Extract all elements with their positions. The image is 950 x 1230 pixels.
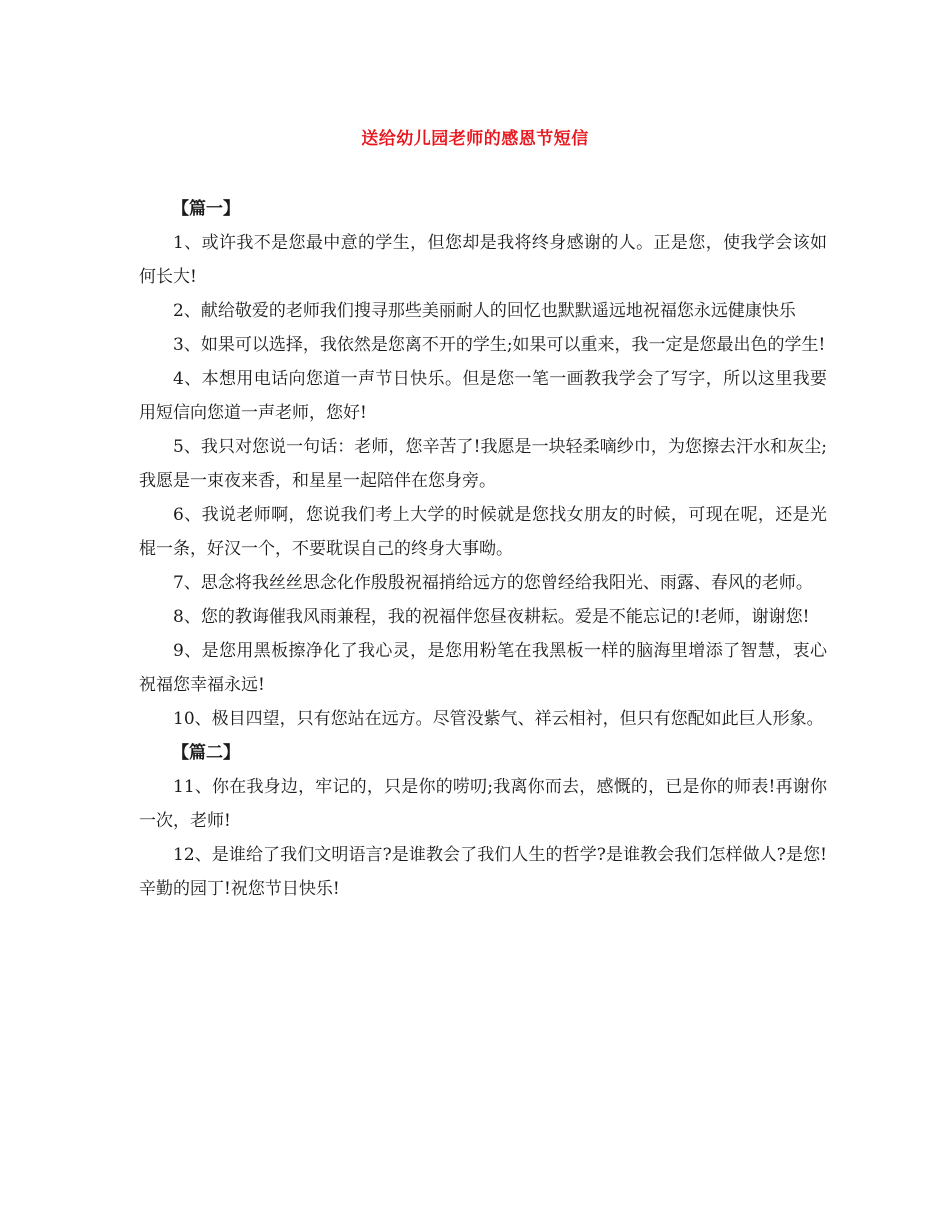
message-paragraph: 2、献给敬爱的老师我们搜寻那些美丽耐人的回忆也默默遥远地祝福您永远健康快乐 [173,301,796,321]
document-title: 送给幼儿园老师的感恩节短信 [361,129,589,149]
message-paragraph: 12、是谁给了我们文明语言?是谁教会了我们人生的哲学?是谁教会我们怎样做人?是您!辛勤的园丁!祝您节日快乐! [139,845,827,899]
section-heading: 【篇二】 [172,743,240,763]
section-heading: 【篇一】 [172,199,240,219]
message-paragraph: 8、您的教诲催我风雨兼程，我的祝福伴您昼夜耕耘。爱是不能忘记的!老师，谢谢您! [173,607,810,627]
message-paragraph: 4、本想用电话向您道一声节日快乐。但是您一笔一画教我学会了写字，所以这里我要用短信向您道一声老师，您好! [139,369,827,423]
message-paragraph: 11、你在我身边，牢记的，只是你的唠叨;我离你而去，感慨的，已是你的师表!再谢你一次，老师! [139,777,827,831]
message-paragraph: 6、我说老师啊，您说我们考上大学的时候就是您找女朋友的时候，可现在呢，还是光棍一条，好汉一个，不要耽误自己的终身大事呦。 [139,505,827,559]
message-paragraph: 1、或许我不是您最中意的学生，但您却是我将终身感谢的人。正是您，使我学会该如何长大! [139,233,827,287]
message-paragraph: 7、思念将我丝丝思念化作殷殷祝福捎给远方的您曾经给我阳光、雨露、春风的老师。 [173,573,813,593]
message-paragraph: 10、极目四望，只有您站在远方。尽管没紫气、祥云相衬，但只有您配如此巨人形象。 [173,709,824,729]
document-body [139,192,827,906]
message-paragraph: 3、如果可以选择，我依然是您离不开的学生;如果可以重来，我一定是您最出色的学生! [173,335,826,355]
message-paragraph: 5、我只对您说一句话：老师，您辛苦了!我愿是一块轻柔嘀纱巾，为您擦去汗水和灰尘;我愿是一束夜来香，和星星一起陪伴在您身旁。 [139,437,827,491]
section-2 [139,736,827,906]
section-1 [139,192,827,736]
message-paragraph: 9、是您用黑板擦净化了我心灵，是您用粉笔在我黑板一样的脑海里增添了智慧，衷心祝福您幸福永远! [139,641,827,695]
